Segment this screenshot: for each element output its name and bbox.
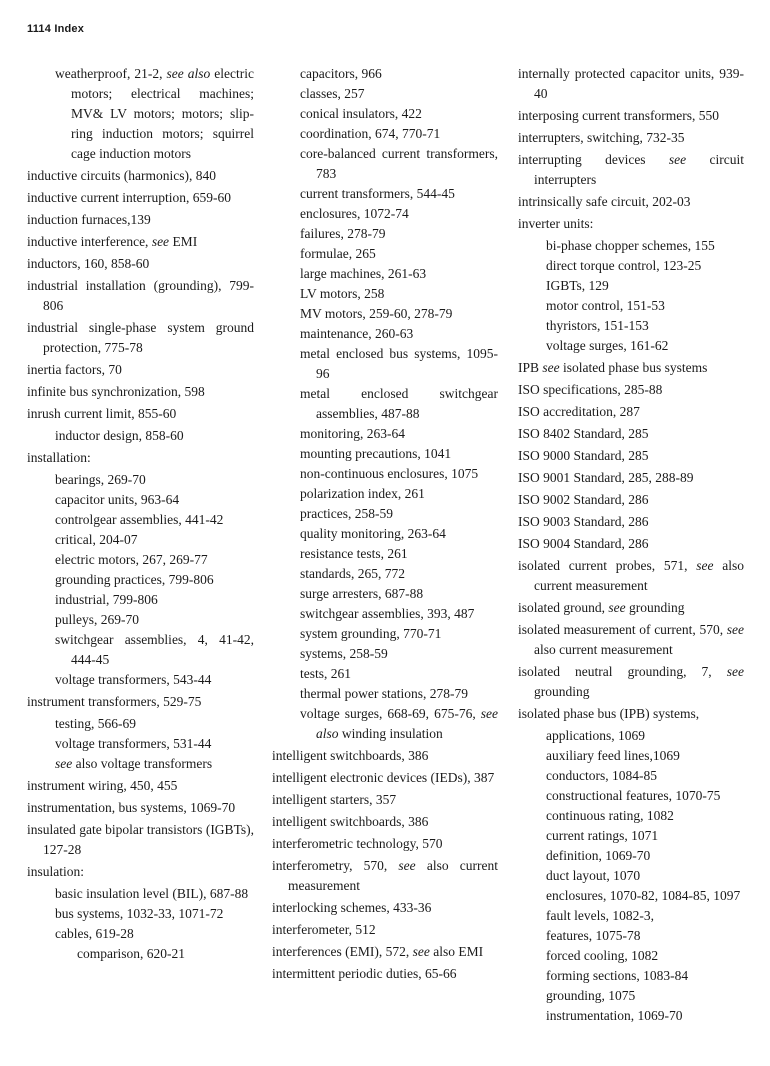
entry-text: interferences (EMI), 572, <box>272 944 413 959</box>
entry-text: ISO 9003 Standard, 286 <box>518 514 649 529</box>
index-subentry <box>27 714 254 734</box>
entry-text: voltage surges, 161-62 <box>546 338 669 353</box>
index-subentry <box>272 124 498 144</box>
index-entry <box>27 360 254 380</box>
entry-text: ISO accreditation, 287 <box>518 404 640 419</box>
entry-text: interlocking schemes, 433-36 <box>272 900 432 915</box>
index-subentry <box>518 786 744 806</box>
index-entry <box>518 424 744 444</box>
index-subentry <box>518 866 744 886</box>
entry-text: continuous rating, 1082 <box>546 808 674 823</box>
entry-text: thermal power stations, 278-79 <box>300 686 468 701</box>
index-subentry <box>272 704 498 744</box>
page-header: 1114 Index <box>27 23 85 35</box>
entry-text: IGBTs, 129 <box>546 278 609 293</box>
entry-text: system grounding, 770-71 <box>300 626 442 641</box>
entry-text: ISO 9002 Standard, 286 <box>518 492 649 507</box>
index-subentry <box>27 510 254 530</box>
entry-text: inductive current interruption, 659-60 <box>27 190 231 205</box>
index-entry <box>27 318 254 358</box>
cross-reference-word: see <box>696 558 714 573</box>
entry-text: pulleys, 269-70 <box>55 612 139 627</box>
entry-text: circuit interrupters <box>534 152 745 187</box>
entry-text: bearings, 269-70 <box>55 472 146 487</box>
index-subentry <box>518 726 744 746</box>
index-subentry <box>272 524 498 544</box>
entry-text: industrial single-phase system ground protection, 775-78 <box>27 320 254 355</box>
index-subentry <box>272 504 498 524</box>
index-entry <box>518 192 744 212</box>
entry-text: ISO 9000 Standard, 285 <box>518 448 649 463</box>
index-entry <box>27 798 254 818</box>
entry-text: definition, 1069-70 <box>546 848 651 863</box>
index-subentry <box>272 344 498 384</box>
index-entry <box>518 214 744 234</box>
index-subentry <box>27 530 254 550</box>
index-subentry <box>272 424 498 444</box>
index-entry <box>518 512 744 532</box>
index-subentry <box>518 336 744 356</box>
entry-text: conical insulators, 422 <box>300 106 422 121</box>
entry-text: constructional features, 1070-75 <box>546 788 721 803</box>
entry-text: tests, 261 <box>300 666 352 681</box>
index-subentry <box>518 766 744 786</box>
index-column-3 <box>518 64 744 1026</box>
entry-text: ISO 9004 Standard, 286 <box>518 536 649 551</box>
entry-text: voltage surges, 668-69, 675-76, <box>300 706 481 721</box>
entry-text: capacitors, 966 <box>300 66 382 81</box>
entry-text: features, 1075-78 <box>546 928 641 943</box>
index-subentry <box>518 316 744 336</box>
index-subentry <box>518 746 744 766</box>
entry-text: bi-phase chopper schemes, 155 <box>546 238 715 253</box>
entry-text: ISO specifications, 285-88 <box>518 382 663 397</box>
index-entry <box>27 404 254 424</box>
entry-text: core-balanced current transformers, 783 <box>300 146 498 181</box>
index-entry <box>518 128 744 148</box>
entry-text: inertia factors, 70 <box>27 362 122 377</box>
index-entry <box>518 106 744 126</box>
index-subentry <box>27 590 254 610</box>
entry-text: monitoring, 263-64 <box>300 426 405 441</box>
entry-text: ISO 9001 Standard, 285, 288-89 <box>518 470 694 485</box>
entry-text: inductor design, 858-60 <box>55 428 184 443</box>
index-subentry <box>272 584 498 604</box>
index-entry <box>272 856 498 896</box>
entry-text: metal enclosed bus systems, 1095-96 <box>300 346 498 381</box>
index-subentry <box>27 64 254 164</box>
index-subentry <box>272 144 498 184</box>
index-subentry <box>272 204 498 224</box>
entry-text: direct torque control, 123-25 <box>546 258 702 273</box>
entry-text: metal enclosed switchgear assemblies, 487-88 <box>300 386 498 421</box>
entry-text: classes, 257 <box>300 86 365 101</box>
entry-text: also current measurement <box>534 642 673 657</box>
index-subentry <box>272 664 498 684</box>
index-entry <box>518 534 744 554</box>
index-subentry <box>27 490 254 510</box>
index-subentry <box>272 684 498 704</box>
cross-reference-word: see also <box>316 706 498 741</box>
index-entry <box>272 812 498 832</box>
entry-text: large machines, 261-63 <box>300 266 427 281</box>
index-subentry <box>27 610 254 630</box>
entry-text: switchgear assemblies, 4, 41-42, 444-45 <box>55 632 254 667</box>
index-entry <box>272 790 498 810</box>
entry-text: inductive interference, <box>27 234 152 249</box>
index-entry <box>27 232 254 252</box>
cross-reference-word: see <box>726 664 744 679</box>
index-entry <box>518 704 744 724</box>
index-subentry <box>27 884 254 904</box>
index-subentry <box>272 264 498 284</box>
entry-text: also current measurement <box>288 858 498 893</box>
index-subentry <box>272 64 498 84</box>
index-subentry <box>518 846 744 866</box>
entry-text: fault levels, 1082-3, <box>546 908 654 923</box>
entry-text: insulated gate bipolar transistors (IGBTs), 127-28 <box>27 822 254 857</box>
entry-text: also voltage transformers <box>72 756 213 771</box>
index-entry <box>518 358 744 378</box>
index-subentry <box>272 304 498 324</box>
index-subentry <box>272 244 498 264</box>
index-entry <box>272 834 498 854</box>
index-subentry <box>518 236 744 256</box>
entry-text: industrial, 799-806 <box>55 592 158 607</box>
entry-text: maintenance, 260-63 <box>300 326 414 341</box>
index-subentry <box>518 926 744 946</box>
entry-text: isolated ground, <box>518 600 609 615</box>
entry-text: conductors, 1084-85 <box>546 768 657 783</box>
cross-reference-word: see <box>55 756 73 771</box>
entry-text: intrinsically safe circuit, 202-03 <box>518 194 691 209</box>
index-entry <box>27 210 254 230</box>
entry-text: formulae, 265 <box>300 246 376 261</box>
index-subentry <box>272 444 498 464</box>
cross-reference-word: see <box>151 234 170 249</box>
index-subentry <box>518 1006 744 1026</box>
index-entry <box>518 380 744 400</box>
index-subentry <box>518 906 744 926</box>
entry-text: critical, 204-07 <box>55 532 138 547</box>
index-subentry <box>272 484 498 504</box>
entry-text: interrupting devices <box>518 152 669 167</box>
index-subentry <box>272 384 498 424</box>
entry-text: bus systems, 1032-33, 1071-72 <box>55 906 224 921</box>
index-subentry <box>27 670 254 690</box>
entry-text: grounding, 1075 <box>546 988 636 1003</box>
entry-text: internally protected capacitor units, 939-40 <box>518 66 744 101</box>
index-entry <box>272 768 498 788</box>
entry-text: grounding <box>534 684 590 699</box>
entry-text: auxiliary feed lines,1069 <box>546 748 680 763</box>
index-entry <box>27 692 254 712</box>
entry-text: LV motors, 258 <box>300 286 385 301</box>
entry-text: surge arresters, 687-88 <box>300 586 424 601</box>
index-subentry <box>27 944 254 964</box>
entry-text: comparison, 620-21 <box>77 946 185 961</box>
entry-text: intelligent switchboards, 386 <box>272 814 429 829</box>
entry-text: also current measurement <box>534 558 744 593</box>
entry-text: enclosures, 1070-82, 1084-85, 1097 <box>546 888 741 903</box>
index-subentry <box>518 276 744 296</box>
index-entry <box>272 964 498 984</box>
entry-text: isolated neutral grounding, 7, <box>518 664 727 679</box>
index-entry <box>518 64 744 104</box>
index-entry <box>27 776 254 796</box>
entry-text: instrument transformers, 529-75 <box>27 694 202 709</box>
entry-text: voltage transformers, 531-44 <box>55 736 212 751</box>
index-entry <box>518 402 744 422</box>
index-entry <box>272 898 498 918</box>
index-subentry <box>27 904 254 924</box>
entry-text: instrumentation, 1069-70 <box>546 1008 683 1023</box>
cross-reference-word: see <box>542 360 560 375</box>
entry-text: isolated phase bus systems <box>559 360 708 375</box>
index-entry <box>518 150 744 190</box>
index-subentry <box>27 470 254 490</box>
entry-text: induction furnaces,139 <box>27 212 151 227</box>
index-column-1 <box>27 64 254 964</box>
entry-text: MV motors, 259-60, 278-79 <box>300 306 453 321</box>
entry-text: interposing current transformers, 550 <box>518 108 719 123</box>
index-subentry <box>27 550 254 570</box>
entry-text: infinite bus synchronization, 598 <box>27 384 205 399</box>
cross-reference-word: see also <box>166 66 211 81</box>
entry-text: interferometer, 512 <box>272 922 376 937</box>
index-entry <box>27 254 254 274</box>
entry-text: current transformers, 544-45 <box>300 186 455 201</box>
entry-text: basic insulation level (BIL), 687-88 <box>55 886 249 901</box>
entry-text: EMI <box>169 234 198 249</box>
index-subentry <box>518 296 744 316</box>
index-column-2 <box>272 64 498 986</box>
entry-text: coordination, 674, 770-71 <box>300 126 441 141</box>
entry-text: interrupters, switching, 732-35 <box>518 130 685 145</box>
index-subentry <box>272 224 498 244</box>
entry-text: enclosures, 1072-74 <box>300 206 409 221</box>
entry-text: standards, 265, 772 <box>300 566 405 581</box>
index-subentry <box>272 84 498 104</box>
index-subentry <box>272 284 498 304</box>
index-subentry <box>272 184 498 204</box>
entry-text: intelligent electronic devices (IEDs), 387 <box>272 770 495 785</box>
cross-reference-word: see <box>726 622 744 637</box>
index-subentry <box>518 946 744 966</box>
entry-text: winding insulation <box>338 726 443 741</box>
entry-text: applications, 1069 <box>546 728 645 743</box>
entry-text: isolated current probes, 571, <box>518 558 697 573</box>
index-subentry <box>27 570 254 590</box>
entry-text: motor control, 151-53 <box>546 298 665 313</box>
entry-text: testing, 566-69 <box>55 716 136 731</box>
index-entry <box>272 920 498 940</box>
index-entry <box>518 620 744 660</box>
entry-text: interferometry, 570, <box>272 858 399 873</box>
entry-text: intelligent starters, 357 <box>272 792 397 807</box>
index-subentry <box>272 544 498 564</box>
index-entry <box>27 382 254 402</box>
entry-text: instrument wiring, 450, 455 <box>27 778 178 793</box>
entry-text: instrumentation, bus systems, 1069-70 <box>27 800 236 815</box>
index-entry <box>518 468 744 488</box>
entry-text: interferometric technology, 570 <box>272 836 443 851</box>
entry-text: grounding <box>625 600 685 615</box>
entry-text: insulation: <box>27 864 84 879</box>
index-entry <box>27 820 254 860</box>
index-entry <box>27 448 254 468</box>
index-entry <box>518 556 744 596</box>
entry-text: inductive circuits (harmonics), 840 <box>27 168 216 183</box>
entry-text: systems, 258-59 <box>300 646 388 661</box>
entry-text: practices, 258-59 <box>300 506 393 521</box>
index-subentry <box>27 630 254 670</box>
index-subentry <box>518 886 744 906</box>
index-subentry <box>272 564 498 584</box>
entry-text: electric motors; electrical machines; MV& LV motors; motors; slip-ring induction motors; squirrel cage induction motors <box>71 66 254 161</box>
entry-text: controlgear assemblies, 441-42 <box>55 512 224 527</box>
index-entry <box>518 662 744 702</box>
entry-text: mounting precautions, 1041 <box>300 446 452 461</box>
entry-text: switchgear assemblies, 393, 487 <box>300 606 475 621</box>
index-subentry <box>518 256 744 276</box>
entry-text: IPB <box>518 360 543 375</box>
index-subentry <box>272 464 498 484</box>
entry-text: intermittent periodic duties, 65-66 <box>272 966 457 981</box>
index-entry <box>27 166 254 186</box>
entry-text: electric motors, 267, 269-77 <box>55 552 208 567</box>
entry-text: ISO 8402 Standard, 285 <box>518 426 649 441</box>
entry-text: quality monitoring, 263-64 <box>300 526 446 541</box>
index-entry <box>27 862 254 882</box>
entry-text: cables, 619-28 <box>55 926 134 941</box>
index-subentry <box>27 754 254 774</box>
entry-text: installation: <box>27 450 91 465</box>
index-entry <box>272 746 498 766</box>
index-subentry <box>518 806 744 826</box>
entry-text: failures, 278-79 <box>300 226 386 241</box>
index-subentry <box>272 624 498 644</box>
entry-text: forced cooling, 1082 <box>546 948 659 963</box>
entry-text: also EMI <box>429 944 484 959</box>
entry-text: voltage transformers, 543-44 <box>55 672 212 687</box>
entry-text: polarization index, 261 <box>300 486 425 501</box>
entry-text: isolated phase bus (IPB) systems, <box>518 706 700 721</box>
index-entry <box>518 446 744 466</box>
index-entry <box>272 942 498 962</box>
entry-text: capacitor units, 963-64 <box>55 492 180 507</box>
index-entry <box>27 276 254 316</box>
entry-text: industrial installation (grounding), 799-806 <box>27 278 254 313</box>
index-entry <box>518 490 744 510</box>
entry-text: isolated measurement of current, 570, <box>518 622 727 637</box>
entry-text: duct layout, 1070 <box>546 868 641 883</box>
entry-text: grounding practices, 799-806 <box>55 572 214 587</box>
index-entry <box>27 188 254 208</box>
entry-text: non-continuous enclosures, 1075 <box>300 466 479 481</box>
entry-text: forming sections, 1083-84 <box>546 968 689 983</box>
cross-reference-word: see <box>412 944 430 959</box>
index-subentry <box>27 734 254 754</box>
index-subentry <box>272 604 498 624</box>
index-subentry <box>27 924 254 944</box>
entry-text: inductors, 160, 858-60 <box>27 256 150 271</box>
entry-text: intelligent switchboards, 386 <box>272 748 429 763</box>
index-subentry <box>272 644 498 664</box>
entry-text: thyristors, 151-153 <box>546 318 649 333</box>
index-subentry <box>518 986 744 1006</box>
index-subentry <box>272 324 498 344</box>
entry-text: inverter units: <box>518 216 594 231</box>
cross-reference-word: see <box>608 600 626 615</box>
entry-text: weatherproof, 21-2, <box>55 66 167 81</box>
cross-reference-word: see <box>668 152 687 167</box>
entry-text: current ratings, 1071 <box>546 828 659 843</box>
entry-text: resistance tests, 261 <box>300 546 408 561</box>
index-subentry <box>518 826 744 846</box>
cross-reference-word: see <box>398 858 416 873</box>
index-subentry <box>27 426 254 446</box>
index-subentry <box>518 966 744 986</box>
entry-text: inrush current limit, 855-60 <box>27 406 177 421</box>
index-subentry <box>272 104 498 124</box>
index-entry <box>518 598 744 618</box>
